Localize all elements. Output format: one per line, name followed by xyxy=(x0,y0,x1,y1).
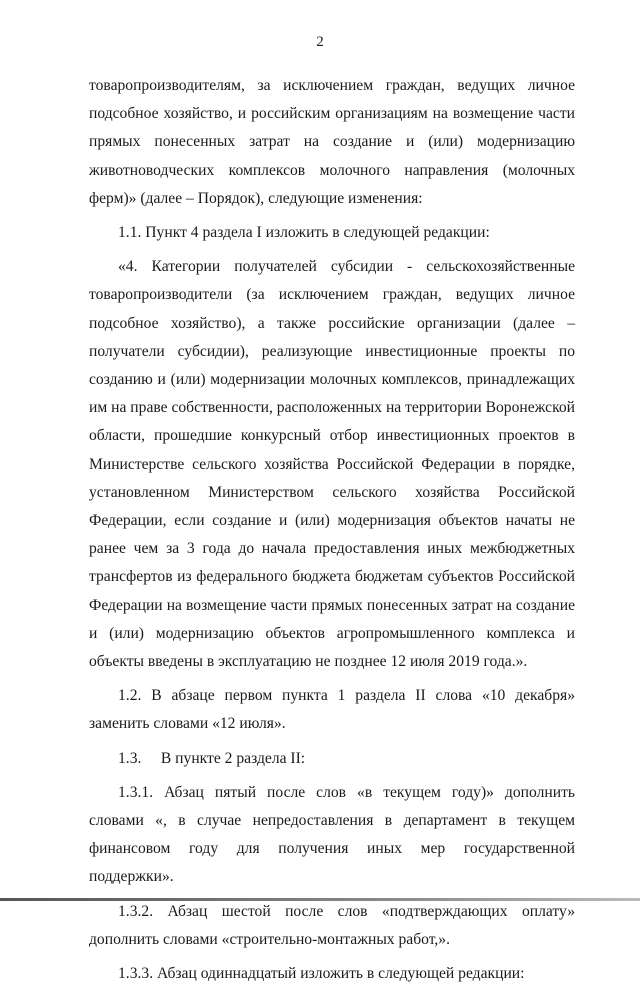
paragraph-1-2: 1.2. В абзаце первом пункта 1 раздела II слова «10 декабря» заменить словами «12 июля». xyxy=(89,687,575,733)
document-body xyxy=(89,72,575,988)
paragraph-1-1: 1.1. Пункт 4 раздела I изложить в следующей редакции: xyxy=(118,224,490,242)
paragraph-1-3: 1.3. В пункте 2 раздела II: xyxy=(118,749,306,767)
paragraph-quoted-item-4: «4. Категории получателей субсидии - сельскохозяйственные товаропроизводители (за исключением граждан, ведущих личное подсобное хозяйство), а также российские организации (далее – получатели субсидии), реализующие инвестиционные проекты по созданию и (или) модернизации молочных комплексов, принадлежащих им на праве собственности, расположенных на территории Воронежской области, прошедшие конкурсный отбор инвестиционных проектов в Министерстве сельского хозяйства Российской Федерации в порядке, установленном Министерством сельского хозяйства Российской Федерации, если создание и (или) модернизация объектов начаты не ранее чем за 3 года до начала предоставления иных межбюджетных трансфертов из федерального бюджета бюджетам субъектов Российской Федерации на возмещение части прямых понесенных затрат на создание и (или) модернизацию объектов агропромышленного комплекса и объекты введены в эксплуатацию не позднее 12 июля 2019 года.». xyxy=(89,258,575,671)
paragraph-1-3-2: 1.3.2. Абзац шестой после слов «подтверждающих оплату» дополнить словами «строительно-монтажных работ,». xyxy=(89,902,575,948)
paragraph-intro: товаропроизводителям, за исключением граждан, ведущих личное подсобное хозяйство, и российским организациям на возмещение части прямых понесенных затрат на создание и (или) модернизацию животноводческих комплексов молочного направления (молочных ферм)» (далее – Порядок), следующие изменения: xyxy=(89,77,575,207)
page-number: 2 xyxy=(316,34,324,50)
paragraph-1-3-1: 1.3.1. Абзац пятый после слов «в текущем году)» дополнить словами «, в случае непредоставления в департамент в текущем финансовом году для получения иных мер государственной поддержки». xyxy=(89,783,575,886)
paragraph-1-3-3: 1.3.3. Абзац одиннадцатый изложить в следующей редакции: xyxy=(118,965,525,983)
